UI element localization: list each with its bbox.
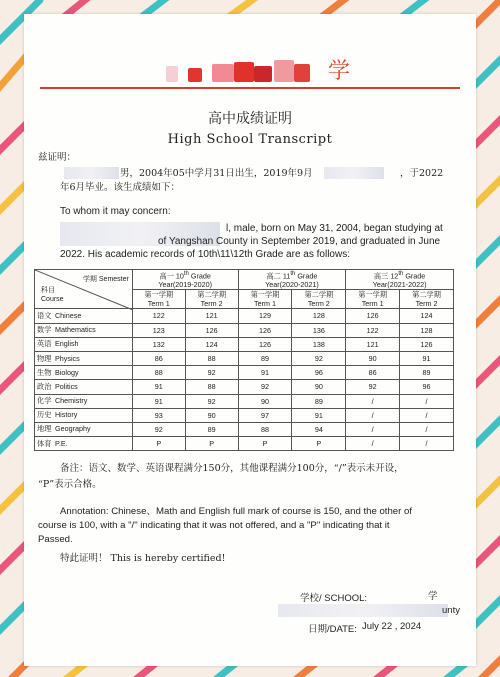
score-cell: 92	[185, 394, 238, 408]
year-header-12: 高三 12th Grade Year(2021-2022)	[346, 270, 454, 290]
course-name-cell: 数学 Mathematics	[35, 323, 133, 337]
score-cell: 88	[185, 380, 238, 394]
score-cell: 88	[238, 422, 292, 436]
course-name-cell: 政治 Politics	[35, 380, 133, 394]
school-label: 学校/ SCHOOL:	[300, 593, 368, 604]
grades-table	[34, 269, 454, 451]
intro-cn-line1: 男，2004年05中学月31日出生，2019年9月	[120, 168, 313, 179]
score-cell: 96	[292, 366, 346, 380]
score-cell: /	[400, 408, 454, 422]
table-corner-cell	[35, 270, 133, 309]
table-row	[35, 323, 454, 337]
score-cell: 92	[238, 380, 292, 394]
redacted-school-cn	[324, 167, 384, 179]
table-row	[35, 422, 454, 436]
score-cell: P	[238, 437, 292, 451]
score-cell: 92	[132, 422, 185, 436]
score-cell: /	[346, 408, 400, 422]
course-name-cell: 语文 Chinese	[35, 309, 133, 323]
redacted-school-name-en	[278, 604, 448, 617]
year-header-10: 高一 10th Grade Year(2019-2020)	[132, 270, 238, 290]
title-english: High School Transcript	[167, 132, 333, 147]
score-cell: 96	[400, 380, 454, 394]
score-cell: 92	[185, 366, 238, 380]
transcript-document	[24, 14, 476, 666]
score-cell: 89	[292, 394, 346, 408]
table-row	[35, 351, 454, 365]
term-header: 第二学期 Term 2	[185, 290, 238, 309]
intro-cn-line1-end: ，于2022	[400, 168, 444, 179]
grade-rows	[35, 309, 454, 451]
table-row	[35, 366, 454, 380]
score-cell: 89	[185, 422, 238, 436]
term-header: 第二学期 Term 2	[400, 290, 454, 309]
intro-en-line1: l, male, born on May 31, 2004, began studying at	[226, 223, 443, 234]
score-cell: 129	[238, 309, 292, 323]
note-en-line3: Passed.	[38, 534, 73, 545]
term-header: 第一学期 Term 1	[238, 290, 292, 309]
score-cell: 126	[185, 323, 238, 337]
score-cell: 126	[346, 309, 400, 323]
intro-en-line2: of Yangshan County in September 2019, and graduated in June	[158, 236, 441, 247]
score-cell: 89	[238, 351, 292, 365]
course-name-cell: 化学 Chemistry	[35, 394, 133, 408]
score-cell: 122	[346, 323, 400, 337]
score-cell: 91	[132, 380, 185, 394]
score-cell: 136	[292, 323, 346, 337]
date-label: 日期/DATE:	[308, 624, 357, 635]
intro-en-line3: 2022. His academic records of 10th\11\12th Grade are as follows:	[60, 249, 350, 260]
score-cell: /	[400, 394, 454, 408]
document-header	[24, 14, 476, 104]
course-name-cell: 历史 History	[35, 408, 133, 422]
year-header-11: 高二 11th Grade Year(2020-2021)	[238, 270, 346, 290]
score-cell: 121	[346, 337, 400, 351]
score-cell: 124	[185, 337, 238, 351]
score-cell: /	[346, 422, 400, 436]
score-cell: P	[185, 437, 238, 451]
score-cell: /	[400, 422, 454, 436]
school-sign-char: 学	[428, 591, 438, 602]
score-cell: 121	[185, 309, 238, 323]
score-cell: 91	[132, 394, 185, 408]
score-cell: 126	[400, 337, 454, 351]
score-cell: 123	[132, 323, 185, 337]
intro-cn-salutation: 兹证明：	[38, 152, 77, 163]
corner-semester-label: 学期 Semester	[82, 276, 129, 283]
score-cell: 94	[292, 422, 346, 436]
score-cell: /	[400, 437, 454, 451]
certify-statement: 特此证明！ This is hereby certified!	[60, 553, 226, 564]
corner-course-label: 科目 Course	[41, 287, 64, 304]
redacted-name-cn	[64, 167, 119, 179]
score-cell: 97	[238, 408, 292, 422]
score-cell: /	[346, 437, 400, 451]
score-cell: 91	[238, 366, 292, 380]
course-name-cell: 地理 Geography	[35, 422, 133, 436]
score-cell: 128	[400, 323, 454, 337]
score-cell: 90	[238, 394, 292, 408]
note-en-line1: Annotation: Chinese、Math and English full mark of course is 150, and the other of	[60, 506, 412, 517]
table-row	[35, 394, 454, 408]
score-cell: 126	[238, 323, 292, 337]
course-name-cell: 英语 English	[35, 337, 133, 351]
term-header: 第一学期 Term 1	[346, 290, 400, 309]
score-cell: 92	[346, 380, 400, 394]
score-cell: 124	[400, 309, 454, 323]
score-cell: 86	[132, 351, 185, 365]
course-name-cell: 体育 P.E.	[35, 437, 133, 451]
score-cell: 132	[132, 337, 185, 351]
score-cell: 93	[132, 408, 185, 422]
score-cell: P	[132, 437, 185, 451]
title-chinese: 高中成绩证明	[208, 111, 292, 127]
red-divider	[40, 87, 460, 89]
note-cn-line2: “P”表示合格。	[38, 479, 102, 490]
score-cell: 90	[292, 380, 346, 394]
score-cell: 90	[346, 351, 400, 365]
score-cell: 91	[400, 351, 454, 365]
score-cell: 122	[132, 309, 185, 323]
course-name-cell: 物理 Physics	[35, 351, 133, 365]
score-cell: 89	[400, 366, 454, 380]
school-county-tail: unty	[442, 605, 460, 616]
score-cell: /	[346, 394, 400, 408]
table-row	[35, 309, 454, 323]
table-row	[35, 437, 454, 451]
score-cell: 90	[185, 408, 238, 422]
note-cn-line1: 备注：语文、数学、英语课程满分150分，其他课程满分100分，“/”表示未开设，	[60, 463, 404, 474]
score-cell: P	[292, 437, 346, 451]
score-cell: 86	[346, 366, 400, 380]
score-cell: 88	[132, 366, 185, 380]
table-row	[35, 380, 454, 394]
score-cell: 126	[238, 337, 292, 351]
term-header: 第一学期 Term 1	[132, 290, 185, 309]
score-cell: 138	[292, 337, 346, 351]
date-value: July 22 , 2024	[362, 621, 422, 632]
note-en-line2: course is 100, with a "/" indicating that it was not offered, and a "P" indicating that it	[38, 520, 390, 531]
intro-cn-line2: 年6月毕业。该生成绩如下：	[60, 182, 181, 193]
table-row	[35, 337, 454, 351]
score-cell: 92	[292, 351, 346, 365]
school-name-char: 学	[328, 59, 351, 84]
table-row	[35, 408, 454, 422]
term-header: 第二学期 Term 2	[292, 290, 346, 309]
score-cell: 128	[292, 309, 346, 323]
intro-en-salutation: To whom it may concern:	[60, 206, 171, 217]
course-name-cell: 生物 Biology	[35, 366, 133, 380]
score-cell: 88	[185, 351, 238, 365]
score-cell: 91	[292, 408, 346, 422]
